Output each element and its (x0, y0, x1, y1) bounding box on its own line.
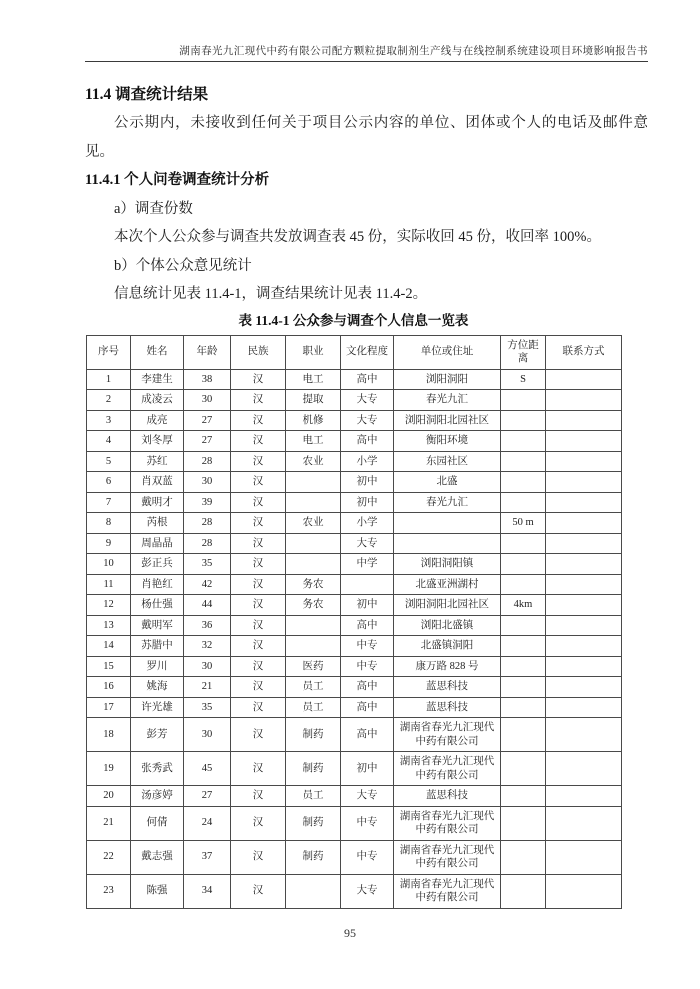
table-cell: 务农 (286, 574, 341, 595)
table-cell: S (501, 369, 546, 390)
table-cell: 员工 (286, 786, 341, 807)
table-cell (501, 431, 546, 452)
table-cell: 高中 (341, 369, 394, 390)
table-row (87, 431, 622, 452)
table-row (87, 697, 622, 718)
table-row (87, 533, 622, 554)
table-row (87, 574, 622, 595)
table-cell (546, 533, 622, 554)
table-cell: 13 (87, 615, 131, 636)
table-cell: 16 (87, 677, 131, 698)
table-cell: 芮根 (131, 513, 184, 534)
table-cell: 24 (184, 806, 231, 840)
table-cell: 30 (184, 656, 231, 677)
table-cell: 蓝思科技 (394, 677, 501, 698)
table-cell (286, 554, 341, 575)
table-cell: 5 (87, 451, 131, 472)
table-row (87, 874, 622, 908)
running-header: 湖南春光九汇现代中药有限公司配方颗粒提取制剂生产线与在线控制系统建设项目环境影响报告书 (179, 46, 648, 57)
table-cell: 蓝思科技 (394, 697, 501, 718)
table-cell: 大专 (341, 786, 394, 807)
table-cell: 汉 (231, 574, 286, 595)
table-cell: 汉 (231, 410, 286, 431)
table-cell: 19 (87, 752, 131, 786)
table-cell: 汉 (231, 615, 286, 636)
table-cell: 汉 (231, 697, 286, 718)
table-cell: 戴明才 (131, 492, 184, 513)
table-cell: 7 (87, 492, 131, 513)
table-cell (501, 874, 546, 908)
paragraph-public-notice: 公示期内，未接收到任何关于项目公示内容的单位、团体或个人的电话及邮件意见。 (85, 115, 648, 160)
table-cell (501, 786, 546, 807)
table-cell: 周晶晶 (131, 533, 184, 554)
table-cell (501, 492, 546, 513)
table-header-cell: 单位或住址 (394, 335, 501, 369)
table-cell (501, 472, 546, 493)
table-cell (546, 431, 622, 452)
table-cell (501, 656, 546, 677)
table-cell (546, 472, 622, 493)
table-row (87, 390, 622, 411)
table-row (87, 840, 622, 874)
table-cell: 北盛亚洲湖村 (394, 574, 501, 595)
table-cell: 汉 (231, 677, 286, 698)
table-cell (546, 840, 622, 874)
table-cell (546, 697, 622, 718)
table-cell: 汉 (231, 874, 286, 908)
table-cell: 汉 (231, 840, 286, 874)
table-cell: 中专 (341, 806, 394, 840)
table-row (87, 752, 622, 786)
table-cell (546, 677, 622, 698)
table-cell: 15 (87, 656, 131, 677)
table-cell: 湖南省春光九汇现代中药有限公司 (394, 806, 501, 840)
table-row (87, 636, 622, 657)
table-cell: 农业 (286, 451, 341, 472)
table-row (87, 369, 622, 390)
table-cell: 6 (87, 472, 131, 493)
table-cell: 戴志强 (131, 840, 184, 874)
table-cell (341, 574, 394, 595)
table-cell: 23 (87, 874, 131, 908)
public-participation-info-table (86, 335, 622, 909)
table-cell: 北盛 (394, 472, 501, 493)
table-cell (546, 595, 622, 616)
table-cell: 10 (87, 554, 131, 575)
table-cell (546, 656, 622, 677)
table-cell (546, 874, 622, 908)
table-row (87, 451, 622, 472)
table-cell: 罗川 (131, 656, 184, 677)
table-cell (501, 840, 546, 874)
table-cell (546, 718, 622, 752)
table-cell: 汉 (231, 595, 286, 616)
table-cell (546, 615, 622, 636)
table-row (87, 554, 622, 575)
table-cell: 汉 (231, 636, 286, 657)
table-cell: 22 (87, 840, 131, 874)
table-header-cell: 联系方式 (546, 335, 622, 369)
table-row (87, 492, 622, 513)
table-cell (286, 874, 341, 908)
table-cell: 大专 (341, 410, 394, 431)
table-cell: 汉 (231, 718, 286, 752)
table-cell (546, 554, 622, 575)
table-cell: 高中 (341, 431, 394, 452)
table-cell: 30 (184, 472, 231, 493)
table-cell: 湖南省春光九汇现代中药有限公司 (394, 718, 501, 752)
table-cell: 30 (184, 718, 231, 752)
table-cell: 汉 (231, 533, 286, 554)
page-number: 95 (344, 926, 356, 940)
table-cell (546, 806, 622, 840)
item-a-label: a）调查份数 (114, 200, 193, 217)
table-cell (286, 533, 341, 554)
table-header-cell: 姓名 (131, 335, 184, 369)
table-cell: 机修 (286, 410, 341, 431)
table-cell: 许光雄 (131, 697, 184, 718)
table-cell: 电工 (286, 431, 341, 452)
table-cell: 28 (184, 533, 231, 554)
table-body (87, 369, 622, 908)
table-cell: 蓝思科技 (394, 786, 501, 807)
table-cell: 汉 (231, 492, 286, 513)
table-cell: 电工 (286, 369, 341, 390)
table-cell: 高中 (341, 677, 394, 698)
table-cell: 汉 (231, 656, 286, 677)
table-row (87, 806, 622, 840)
table-row (87, 410, 622, 431)
table-cell (501, 718, 546, 752)
table-cell: 20 (87, 786, 131, 807)
table-row (87, 472, 622, 493)
table-cell (394, 533, 501, 554)
table-cell: 汉 (231, 451, 286, 472)
table-cell: 春光九汇 (394, 390, 501, 411)
table-cell: 浏阳洞阳镇 (394, 554, 501, 575)
table-cell: 高中 (341, 718, 394, 752)
table-cell (546, 492, 622, 513)
table-cell: 35 (184, 554, 231, 575)
table-cell (546, 369, 622, 390)
table-cell: 50 m (501, 513, 546, 534)
table-cell: 17 (87, 697, 131, 718)
table-cell: 汉 (231, 369, 286, 390)
table-cell: 陈强 (131, 874, 184, 908)
table-cell: 康万路 828 号 (394, 656, 501, 677)
table-cell: 8 (87, 513, 131, 534)
header-divider (85, 61, 648, 62)
table-cell: 汤彦婷 (131, 786, 184, 807)
table-cell: 汉 (231, 786, 286, 807)
table-cell (501, 615, 546, 636)
table-cell: 大专 (341, 390, 394, 411)
table-cell (286, 492, 341, 513)
table-cell (501, 636, 546, 657)
table-cell: 汉 (231, 752, 286, 786)
table-header-cell: 民族 (231, 335, 286, 369)
table-cell (546, 410, 622, 431)
table-cell (546, 451, 622, 472)
table-cell: 38 (184, 369, 231, 390)
table-cell: 30 (184, 390, 231, 411)
table-cell (501, 451, 546, 472)
table-cell: 初中 (341, 472, 394, 493)
table-cell: 春光九汇 (394, 492, 501, 513)
table-cell: 大专 (341, 533, 394, 554)
subsection-heading: 11.4.1 个人问卷调查统计分析 (85, 172, 270, 188)
table-cell: 小学 (341, 451, 394, 472)
table-cell: 张秀武 (131, 752, 184, 786)
table-cell: 39 (184, 492, 231, 513)
table-cell: 东园社区 (394, 451, 501, 472)
table-header-cell: 序号 (87, 335, 131, 369)
table-cell: 汉 (231, 431, 286, 452)
table-cell: 提取 (286, 390, 341, 411)
table-cell: 汉 (231, 513, 286, 534)
table-cell: 汉 (231, 390, 286, 411)
table-cell: 苏腊中 (131, 636, 184, 657)
table-cell (286, 472, 341, 493)
item-b-text: 信息统计见表 11.4-1，调查结果统计见表 11.4-2。 (114, 286, 428, 302)
table-cell (546, 752, 622, 786)
table-cell (286, 615, 341, 636)
table-cell: 初中 (341, 595, 394, 616)
table-cell: 何倩 (131, 806, 184, 840)
table-cell: 肖双蓝 (131, 472, 184, 493)
table-cell (394, 513, 501, 534)
table-cell: 北盛镇洞阳 (394, 636, 501, 657)
table-cell: 28 (184, 451, 231, 472)
table-cell (501, 554, 546, 575)
table-cell: 2 (87, 390, 131, 411)
table-cell: 3 (87, 410, 131, 431)
table-cell: 36 (184, 615, 231, 636)
table-cell: 1 (87, 369, 131, 390)
table-cell: 浏阳北盛镇 (394, 615, 501, 636)
table-cell (501, 574, 546, 595)
table-cell: 成凌云 (131, 390, 184, 411)
table-cell: 医药 (286, 656, 341, 677)
table-header-cell: 文化程度 (341, 335, 394, 369)
table-cell: 4km (501, 595, 546, 616)
table-row (87, 513, 622, 534)
table-cell: 21 (184, 677, 231, 698)
table-cell: 彭芳 (131, 718, 184, 752)
table-cell: 42 (184, 574, 231, 595)
table-cell: 湖南省春光九汇现代中药有限公司 (394, 840, 501, 874)
table-cell: 初中 (341, 492, 394, 513)
table-cell: 小学 (341, 513, 394, 534)
table-cell: 员工 (286, 697, 341, 718)
table-cell: 浏阳洞阳 (394, 369, 501, 390)
table-cell: 浏阳洞阳北园社区 (394, 410, 501, 431)
table-row (87, 656, 622, 677)
table-cell: 37 (184, 840, 231, 874)
table-cell (501, 697, 546, 718)
table-cell: 高中 (341, 697, 394, 718)
table-cell: 27 (184, 786, 231, 807)
table-header-cell: 职业 (286, 335, 341, 369)
table-cell: 中学 (341, 554, 394, 575)
table-cell: 27 (184, 431, 231, 452)
table-cell: 湖南省春光九汇现代中药有限公司 (394, 752, 501, 786)
table-cell (546, 636, 622, 657)
table-cell: 彭正兵 (131, 554, 184, 575)
table-cell: 员工 (286, 677, 341, 698)
table-cell: 衡阳环境 (394, 431, 501, 452)
table-cell: 21 (87, 806, 131, 840)
table-cell: 45 (184, 752, 231, 786)
table-cell: 11 (87, 574, 131, 595)
item-a-text: 本次个人公众参与调查共发放调查表 45 份，实际收回 45 份，收回率 100%。 (114, 229, 601, 245)
table-cell: 28 (184, 513, 231, 534)
table-cell (546, 513, 622, 534)
table-cell: 9 (87, 533, 131, 554)
page-content (85, 80, 648, 909)
table-cell: 12 (87, 595, 131, 616)
table-cell: 浏阳洞阳北园社区 (394, 595, 501, 616)
table-cell: 4 (87, 431, 131, 452)
table-cell (501, 410, 546, 431)
table-cell: 高中 (341, 615, 394, 636)
table-cell (546, 786, 622, 807)
table-cell (501, 390, 546, 411)
table-cell: 杨仕强 (131, 595, 184, 616)
table-cell: 肖艳红 (131, 574, 184, 595)
table-cell: 32 (184, 636, 231, 657)
table-cell: 中专 (341, 840, 394, 874)
table-title: 表 11.4-1 公众参与调查个人信息一览表 (238, 312, 469, 328)
table-section (85, 310, 648, 909)
table-cell: 汉 (231, 554, 286, 575)
table-cell: 中专 (341, 656, 394, 677)
table-cell: 湖南省春光九汇现代中药有限公司 (394, 874, 501, 908)
table-cell (286, 636, 341, 657)
item-b-label: b）个体公众意见统计 (114, 257, 252, 274)
table-cell: 44 (184, 595, 231, 616)
section-heading: 11.4 调查统计结果 (85, 86, 209, 103)
table-cell: 李建生 (131, 369, 184, 390)
table-cell: 汉 (231, 472, 286, 493)
table-cell: 35 (184, 697, 231, 718)
table-header-cell: 方位距离 (501, 335, 546, 369)
table-cell: 成亮 (131, 410, 184, 431)
table-cell (501, 806, 546, 840)
table-cell: 制药 (286, 752, 341, 786)
table-cell: 姚海 (131, 677, 184, 698)
table-row (87, 786, 622, 807)
table-cell (501, 677, 546, 698)
table-cell: 18 (87, 718, 131, 752)
table-cell: 14 (87, 636, 131, 657)
table-cell: 初中 (341, 752, 394, 786)
table-cell: 戴明军 (131, 615, 184, 636)
table-header-row (87, 335, 622, 369)
table-cell (501, 533, 546, 554)
table-cell: 汉 (231, 806, 286, 840)
table-cell: 大专 (341, 874, 394, 908)
table-row (87, 718, 622, 752)
table-row (87, 615, 622, 636)
table-cell: 中专 (341, 636, 394, 657)
table-cell (501, 752, 546, 786)
table-header-cell: 年龄 (184, 335, 231, 369)
table-row (87, 595, 622, 616)
table-cell: 苏红 (131, 451, 184, 472)
table-cell: 制药 (286, 840, 341, 874)
table-cell: 刘冬厚 (131, 431, 184, 452)
table-cell: 27 (184, 410, 231, 431)
table-cell: 务农 (286, 595, 341, 616)
table-cell (546, 390, 622, 411)
table-cell: 制药 (286, 718, 341, 752)
table-cell: 34 (184, 874, 231, 908)
table-cell: 制药 (286, 806, 341, 840)
table-cell: 农业 (286, 513, 341, 534)
table-row (87, 677, 622, 698)
table-cell (546, 574, 622, 595)
